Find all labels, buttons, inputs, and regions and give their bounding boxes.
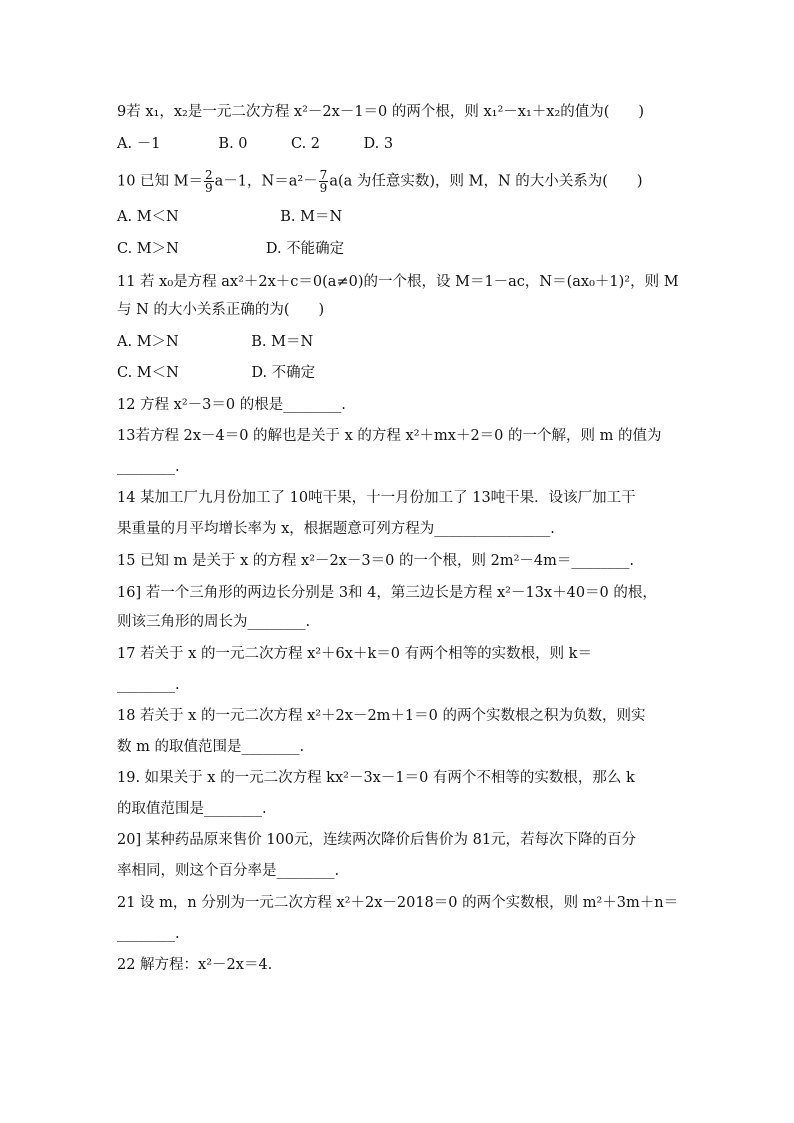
question-9: 9若 x₁，x₂是一元二次方程 x²－2x－1＝0 的两个根，则 x₁²－x₁＋x₂的值为( ) bbox=[117, 104, 645, 120]
question-19-cont: 的取值范围是________. bbox=[117, 801, 267, 817]
question-20: 20] 某种药品原来售价 100元，连续两次降价后售价为 81元，若每次下降的百分 bbox=[117, 832, 637, 848]
question-22: 22 解方程：x²－2x＝4. bbox=[117, 957, 273, 973]
fraction-2-9 bbox=[204, 169, 214, 194]
question-18: 18 若关于 x 的一元二次方程 x²＋2x－2m＋1＝0 的两个实数根之积为负数，则实 bbox=[117, 708, 646, 724]
fraction-denominator: 9 bbox=[319, 181, 328, 195]
question-9-options: A. －1 B. 0 C. 2 D. 3 bbox=[117, 136, 394, 152]
question-11-options-cd: C. M＜N D. 不确定 bbox=[117, 365, 316, 381]
fraction-numerator: 2 bbox=[205, 168, 213, 182]
question-15: 15 已知 m 是关于 x 的方程 x²－2x－3＝0 的一个根，则 2m²－4m＝________. bbox=[117, 553, 634, 569]
fraction-denominator: 9 bbox=[205, 181, 213, 195]
question-14: 14 某加工厂九月份加工了 10吨干果，十一月份加工了 13吨干果．设该厂加工干 bbox=[117, 490, 636, 506]
question-19: 19. 如果关于 x 的一元二次方程 kx²－3x－1＝0 有两个不相等的实数根，那么 k bbox=[117, 770, 635, 786]
question-10 bbox=[117, 169, 643, 194]
question-11-options-ab: A. M＞N B. M＝N bbox=[117, 334, 314, 350]
question-17: 17 若关于 x 的一元二次方程 x²＋6x＋k＝0 有两个相等的实数根，则 k＝ bbox=[117, 646, 592, 662]
question-13: 13若方程 2x－4＝0 的解也是关于 x 的方程 x²＋mx＋2＝0 的一个解，则 m 的值为 bbox=[117, 428, 662, 444]
question-21: 21 设 m，n 分别为一元二次方程 x²＋2x－2018＝0 的两个实数根，则 m²＋3m＋n＝ bbox=[117, 895, 679, 911]
question-18-cont: 数 m 的取值范围是________. bbox=[117, 739, 305, 755]
question-12: 12 方程 x²－3＝0 的根是________. bbox=[117, 397, 346, 413]
question-16: 16] 若一个三角形的两边长分别是 3和 4，第三边长是方程 x²－13x＋40＝0 的根， bbox=[117, 585, 657, 601]
question-11-cont: 与 N 的大小关系正确的为( ) bbox=[117, 302, 325, 318]
question-17-blank: ________. bbox=[117, 677, 180, 693]
question-16-cont: 则该三角形的周长为________. bbox=[117, 614, 311, 630]
q10-text-b: a－1，N＝a²－ bbox=[214, 173, 318, 190]
question-10-options-ab: A. M＜N B. M＝N bbox=[117, 209, 343, 225]
fraction-7-9 bbox=[319, 169, 329, 194]
question-10-options-cd: C. M＞N D. 不能确定 bbox=[117, 241, 345, 257]
question-11: 11 若 x₀是方程 ax²＋2x＋c＝0(a≠0)的一个根，设 M＝1－ac，N＝(ax₀＋1)²，则 M bbox=[117, 274, 679, 290]
question-21-blank: ________. bbox=[117, 926, 180, 942]
question-14-cont: 果重量的月平均增长率为 x，根据题意可列方程为________________. bbox=[117, 521, 555, 537]
q10-text-a: 10 已知 M＝ bbox=[117, 173, 204, 190]
fraction-numerator: 7 bbox=[319, 168, 328, 182]
question-20-cont: 率相同，则这个百分率是________. bbox=[117, 863, 340, 879]
q10-text-c: a(a 为任意实数)，则 M，N 的大小关系为( ) bbox=[329, 173, 643, 190]
question-13-blank: ________. bbox=[117, 459, 180, 475]
